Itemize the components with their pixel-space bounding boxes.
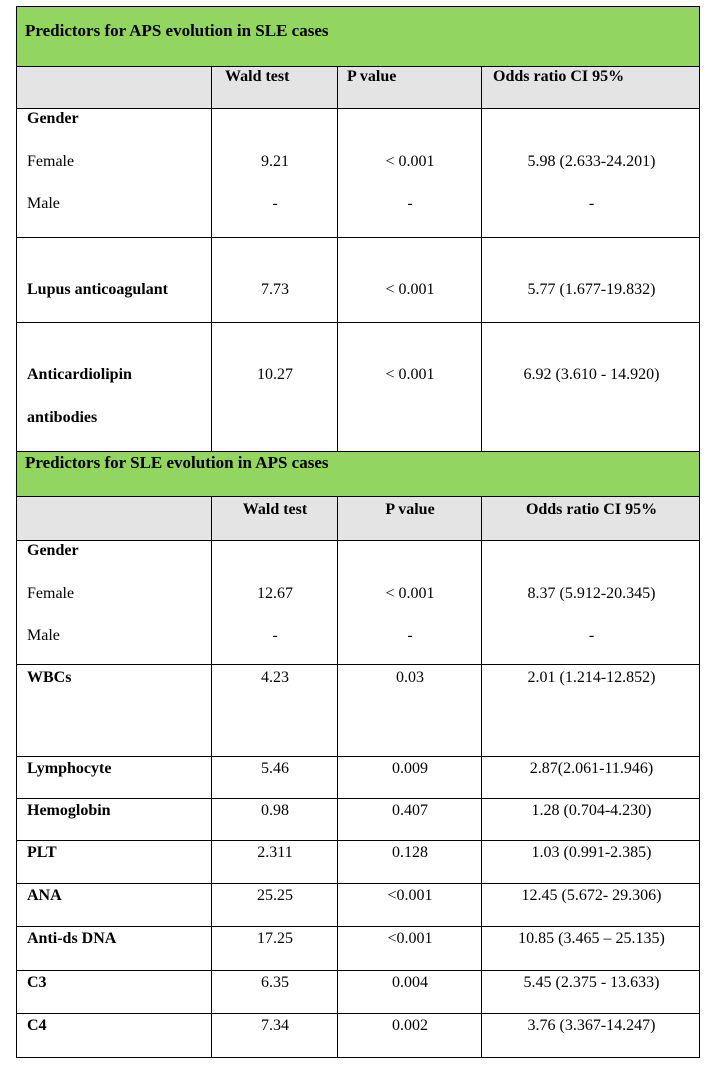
acl-or: 6.92 (3.610 - 14.920)	[523, 366, 660, 383]
row-label: Hemoglobin	[27, 802, 111, 819]
male-or: -	[588, 627, 595, 644]
row-p: 0.128	[392, 844, 428, 861]
table2-title: Predictors for SLE evolution in APS cases	[16, 451, 700, 497]
table2-header-row	[16, 497, 700, 541]
row-wald: 7.34	[261, 1017, 289, 1034]
lupus-or: 5.77 (1.677-19.832)	[527, 281, 656, 298]
row-or: 1.03 (0.991-2.385)	[531, 844, 652, 861]
female-wald: 12.67	[257, 585, 293, 602]
row-label: C3	[27, 974, 47, 991]
acl-label-line1: Anticardiolipin	[27, 366, 132, 383]
row-p: 0.009	[392, 760, 428, 777]
female-label: Female	[27, 153, 75, 170]
acl-wald: 10.27	[257, 366, 293, 383]
table1-title: Predictors for APS evolution in SLE cases	[16, 6, 700, 67]
male-p: -	[407, 627, 413, 644]
table-row	[16, 757, 700, 799]
table2-gender-row	[16, 541, 700, 665]
lupus-label: Lupus anticoagulant	[27, 281, 168, 298]
row-label: Lymphocyte	[27, 760, 112, 777]
row-or: 12.45 (5.672- 29.306)	[521, 887, 662, 904]
acl-p: < 0.001	[385, 366, 435, 383]
table-row	[16, 1014, 700, 1058]
table-row	[16, 799, 700, 841]
female-wald: 9.21	[261, 153, 289, 170]
table2-header-or: Odds ratio CI 95%	[525, 501, 658, 518]
table-row	[16, 971, 700, 1014]
row-wald: 2.311	[257, 844, 293, 861]
acl-label-line2: antibodies	[27, 409, 98, 426]
table1-lupus-row	[16, 238, 700, 323]
row-p: 0.03	[396, 669, 424, 686]
table2-header-wald: Wald test	[242, 501, 308, 518]
row-wald: 6.35	[261, 974, 289, 991]
row-or: 1.28 (0.704-4.230)	[531, 802, 652, 819]
male-wald: -	[272, 195, 278, 212]
lupus-wald: 7.73	[261, 281, 289, 298]
male-label: Male	[27, 195, 60, 212]
row-p: 0.004	[392, 974, 428, 991]
table-row	[16, 665, 700, 757]
row-wald: 5.46	[261, 760, 289, 777]
female-p: < 0.001	[385, 153, 435, 170]
female-or: 5.98 (2.633-24.201)	[527, 153, 656, 170]
female-p: < 0.001	[385, 585, 435, 602]
lupus-p: < 0.001	[385, 281, 435, 298]
table1-header-p: P value	[347, 68, 397, 85]
row-or: 10.85 (3.465 – 25.135)	[518, 930, 665, 947]
table1-header-or: Odds ratio CI 95%	[493, 68, 625, 85]
row-wald: 4.23	[261, 669, 289, 686]
male-wald: -	[272, 627, 278, 644]
male-p: -	[407, 195, 413, 212]
gender-label: Gender	[27, 542, 79, 559]
row-p: <0.001	[387, 930, 433, 947]
row-p: <0.001	[387, 887, 433, 904]
table2-header-p: P value	[385, 501, 435, 518]
table-row	[16, 884, 700, 927]
table-row	[16, 927, 700, 971]
row-label: C4	[27, 1017, 47, 1034]
row-label: PLT	[27, 844, 57, 861]
table1-header-row	[16, 67, 700, 109]
row-p: 0.002	[392, 1017, 428, 1034]
row-label: ANA	[27, 887, 62, 904]
table-row	[16, 841, 700, 884]
predictors-table	[16, 6, 702, 1058]
table1-header-wald: Wald test	[225, 68, 290, 85]
row-or: 5.45 (2.375 - 13.633)	[523, 974, 660, 991]
table1-acl-row	[16, 323, 700, 451]
row-wald: 17.25	[257, 930, 293, 947]
row-or: 3.76 (3.367-14.247)	[527, 1017, 656, 1034]
female-label: Female	[27, 585, 75, 602]
gender-label: Gender	[27, 110, 79, 127]
female-or: 8.37 (5.912-20.345)	[527, 585, 656, 602]
row-wald: 25.25	[257, 887, 293, 904]
row-or: 2.01 (1.214-12.852)	[527, 669, 656, 686]
row-label: WBCs	[27, 669, 72, 686]
table1-gender-row	[16, 109, 700, 238]
male-label: Male	[27, 627, 60, 644]
row-p: 0.407	[392, 802, 428, 819]
male-or: -	[588, 195, 595, 212]
row-wald: 0.98	[261, 802, 289, 819]
row-or: 2.87(2.061-11.946)	[529, 760, 654, 777]
row-label: Anti-ds DNA	[27, 930, 117, 947]
